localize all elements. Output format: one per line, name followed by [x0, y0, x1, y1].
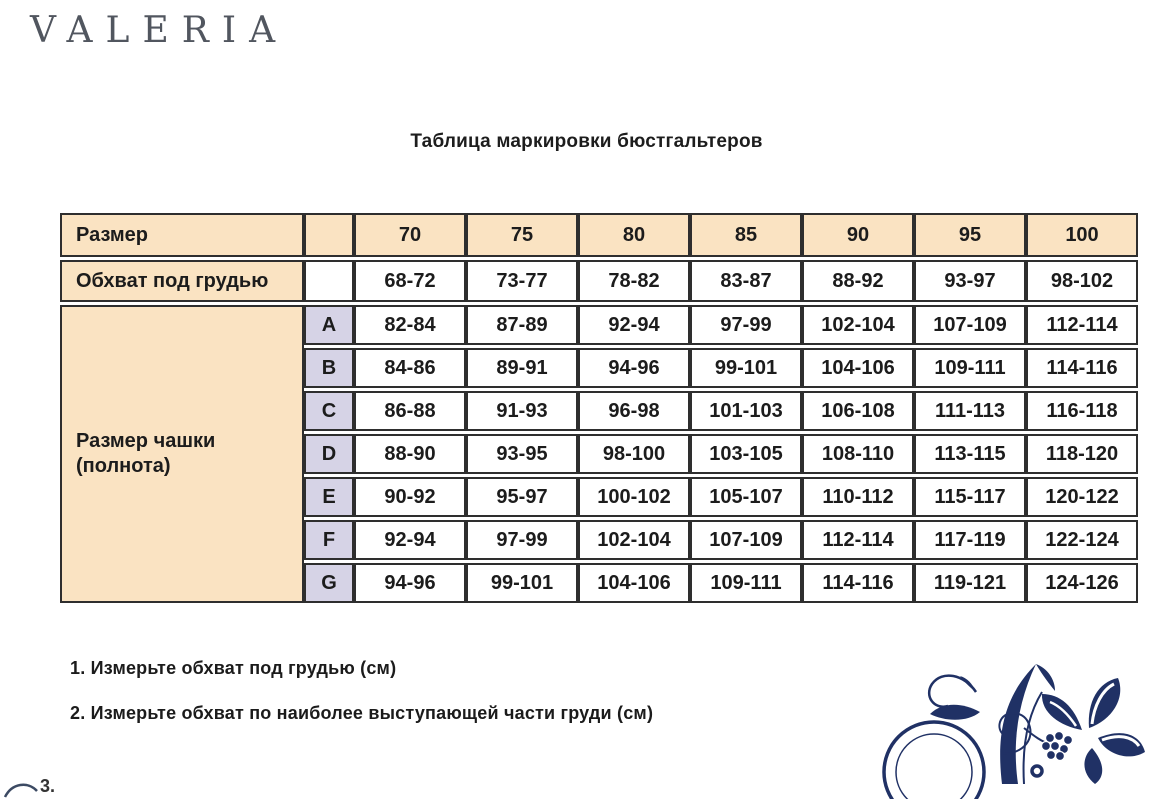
underbust-row	[60, 260, 1138, 302]
measurement-cell: 98-100	[578, 434, 690, 474]
cup-row-a	[60, 305, 1138, 345]
bra-size-table	[60, 210, 1138, 606]
floral-ornament-icon	[884, 658, 1146, 784]
size-header-cell: 70	[354, 213, 466, 257]
underbust-row-label: Обхват под грудью	[60, 260, 304, 302]
measurement-cell: 117-119	[914, 520, 1026, 560]
measurement-cell: 110-112	[802, 477, 914, 517]
measurement-cell: 94-96	[354, 563, 466, 603]
underbust-cell: 78-82	[578, 260, 690, 302]
measurement-cell: 92-94	[578, 305, 690, 345]
measurement-cell: 122-124	[1026, 520, 1138, 560]
measurement-cell: 100-102	[578, 477, 690, 517]
clipped-arc	[4, 779, 38, 799]
measurement-cell: 102-104	[578, 520, 690, 560]
measurement-cell: 114-116	[1026, 348, 1138, 388]
measurement-cell: 102-104	[802, 305, 914, 345]
measurement-cell: 119-121	[914, 563, 1026, 603]
cup-letter-cell: B	[304, 348, 354, 388]
size-header-cell: 90	[802, 213, 914, 257]
size-header-cell: 100	[1026, 213, 1138, 257]
size-header-cell: 75	[466, 213, 578, 257]
measurement-cell: 124-126	[1026, 563, 1138, 603]
brand-logo: VALERIA	[30, 10, 289, 51]
measurement-cell: 115-117	[914, 477, 1026, 517]
cup-letter-cell: G	[304, 563, 354, 603]
cup-letter-cell: F	[304, 520, 354, 560]
underbust-cell: 68-72	[354, 260, 466, 302]
size-header-cell: 80	[578, 213, 690, 257]
measurement-cell: 107-109	[914, 305, 1026, 345]
instruction-step-3-clipped: 3.	[40, 776, 56, 796]
measurement-cell: 88-90	[354, 434, 466, 474]
measurement-cell: 95-97	[466, 477, 578, 517]
cup-letter-cell: C	[304, 391, 354, 431]
measurement-cell: 112-114	[1026, 305, 1138, 345]
clipped-ornament-mark	[4, 779, 38, 785]
measurement-cell: 109-111	[690, 563, 802, 603]
measurement-cell: 108-110	[802, 434, 914, 474]
cup-letter-cell: D	[304, 434, 354, 474]
empty-cell	[304, 260, 354, 302]
measurement-cell: 91-93	[466, 391, 578, 431]
measurement-cell: 94-96	[578, 348, 690, 388]
cup-letter-cell: A	[304, 305, 354, 345]
underbust-cell: 88-92	[802, 260, 914, 302]
measurement-cell: 104-106	[578, 563, 690, 603]
measurement-cell: 92-94	[354, 520, 466, 560]
measurement-cell: 112-114	[802, 520, 914, 560]
underbust-cell: 98-102	[1026, 260, 1138, 302]
underbust-cell: 73-77	[466, 260, 578, 302]
cup-size-label: Размер чашки (полнота)	[60, 305, 304, 603]
measurement-cell: 120-122	[1026, 477, 1138, 517]
measurement-cell: 97-99	[690, 305, 802, 345]
measurement-cell: 109-111	[914, 348, 1026, 388]
measurement-cell: 106-108	[802, 391, 914, 431]
measurement-cell: 99-101	[466, 563, 578, 603]
measurement-cell: 93-95	[466, 434, 578, 474]
underbust-cell: 93-97	[914, 260, 1026, 302]
measurement-cell: 111-113	[914, 391, 1026, 431]
size-row-label: Размер	[60, 213, 304, 257]
measurement-cell: 103-105	[690, 434, 802, 474]
measurement-cell: 86-88	[354, 391, 466, 431]
measurement-cell: 114-116	[802, 563, 914, 603]
measurement-cell: 118-120	[1026, 434, 1138, 474]
measurement-cell: 96-98	[578, 391, 690, 431]
measurement-cell: 104-106	[802, 348, 914, 388]
instruction-step-1: 1. Измерьте обхват под грудью (см)	[70, 658, 397, 678]
measurement-cell: 116-118	[1026, 391, 1138, 431]
cup-letter-cell: E	[304, 477, 354, 517]
empty-cell	[304, 213, 354, 257]
measurement-cell: 84-86	[354, 348, 466, 388]
underbust-cell: 83-87	[690, 260, 802, 302]
measurement-cell: 82-84	[354, 305, 466, 345]
measurement-cell: 89-91	[466, 348, 578, 388]
page-title: Таблица маркировки бюстгальтеров	[410, 131, 763, 152]
instruction-step-2: 2. Измерьте обхват по наиболее выступающей части груди (см)	[70, 703, 654, 723]
measurement-cell: 97-99	[466, 520, 578, 560]
measurement-cell: 99-101	[690, 348, 802, 388]
measurement-cell: 101-103	[690, 391, 802, 431]
size-header-cell: 85	[690, 213, 802, 257]
measurement-cell: 105-107	[690, 477, 802, 517]
floral-swirl-graphic	[884, 658, 1146, 784]
measurement-cell: 107-109	[690, 520, 802, 560]
measurement-cell: 90-92	[354, 477, 466, 517]
measurement-cell: 113-115	[914, 434, 1026, 474]
size-header-cell: 95	[914, 213, 1026, 257]
size-header-row	[60, 213, 1138, 257]
measurement-cell: 87-89	[466, 305, 578, 345]
